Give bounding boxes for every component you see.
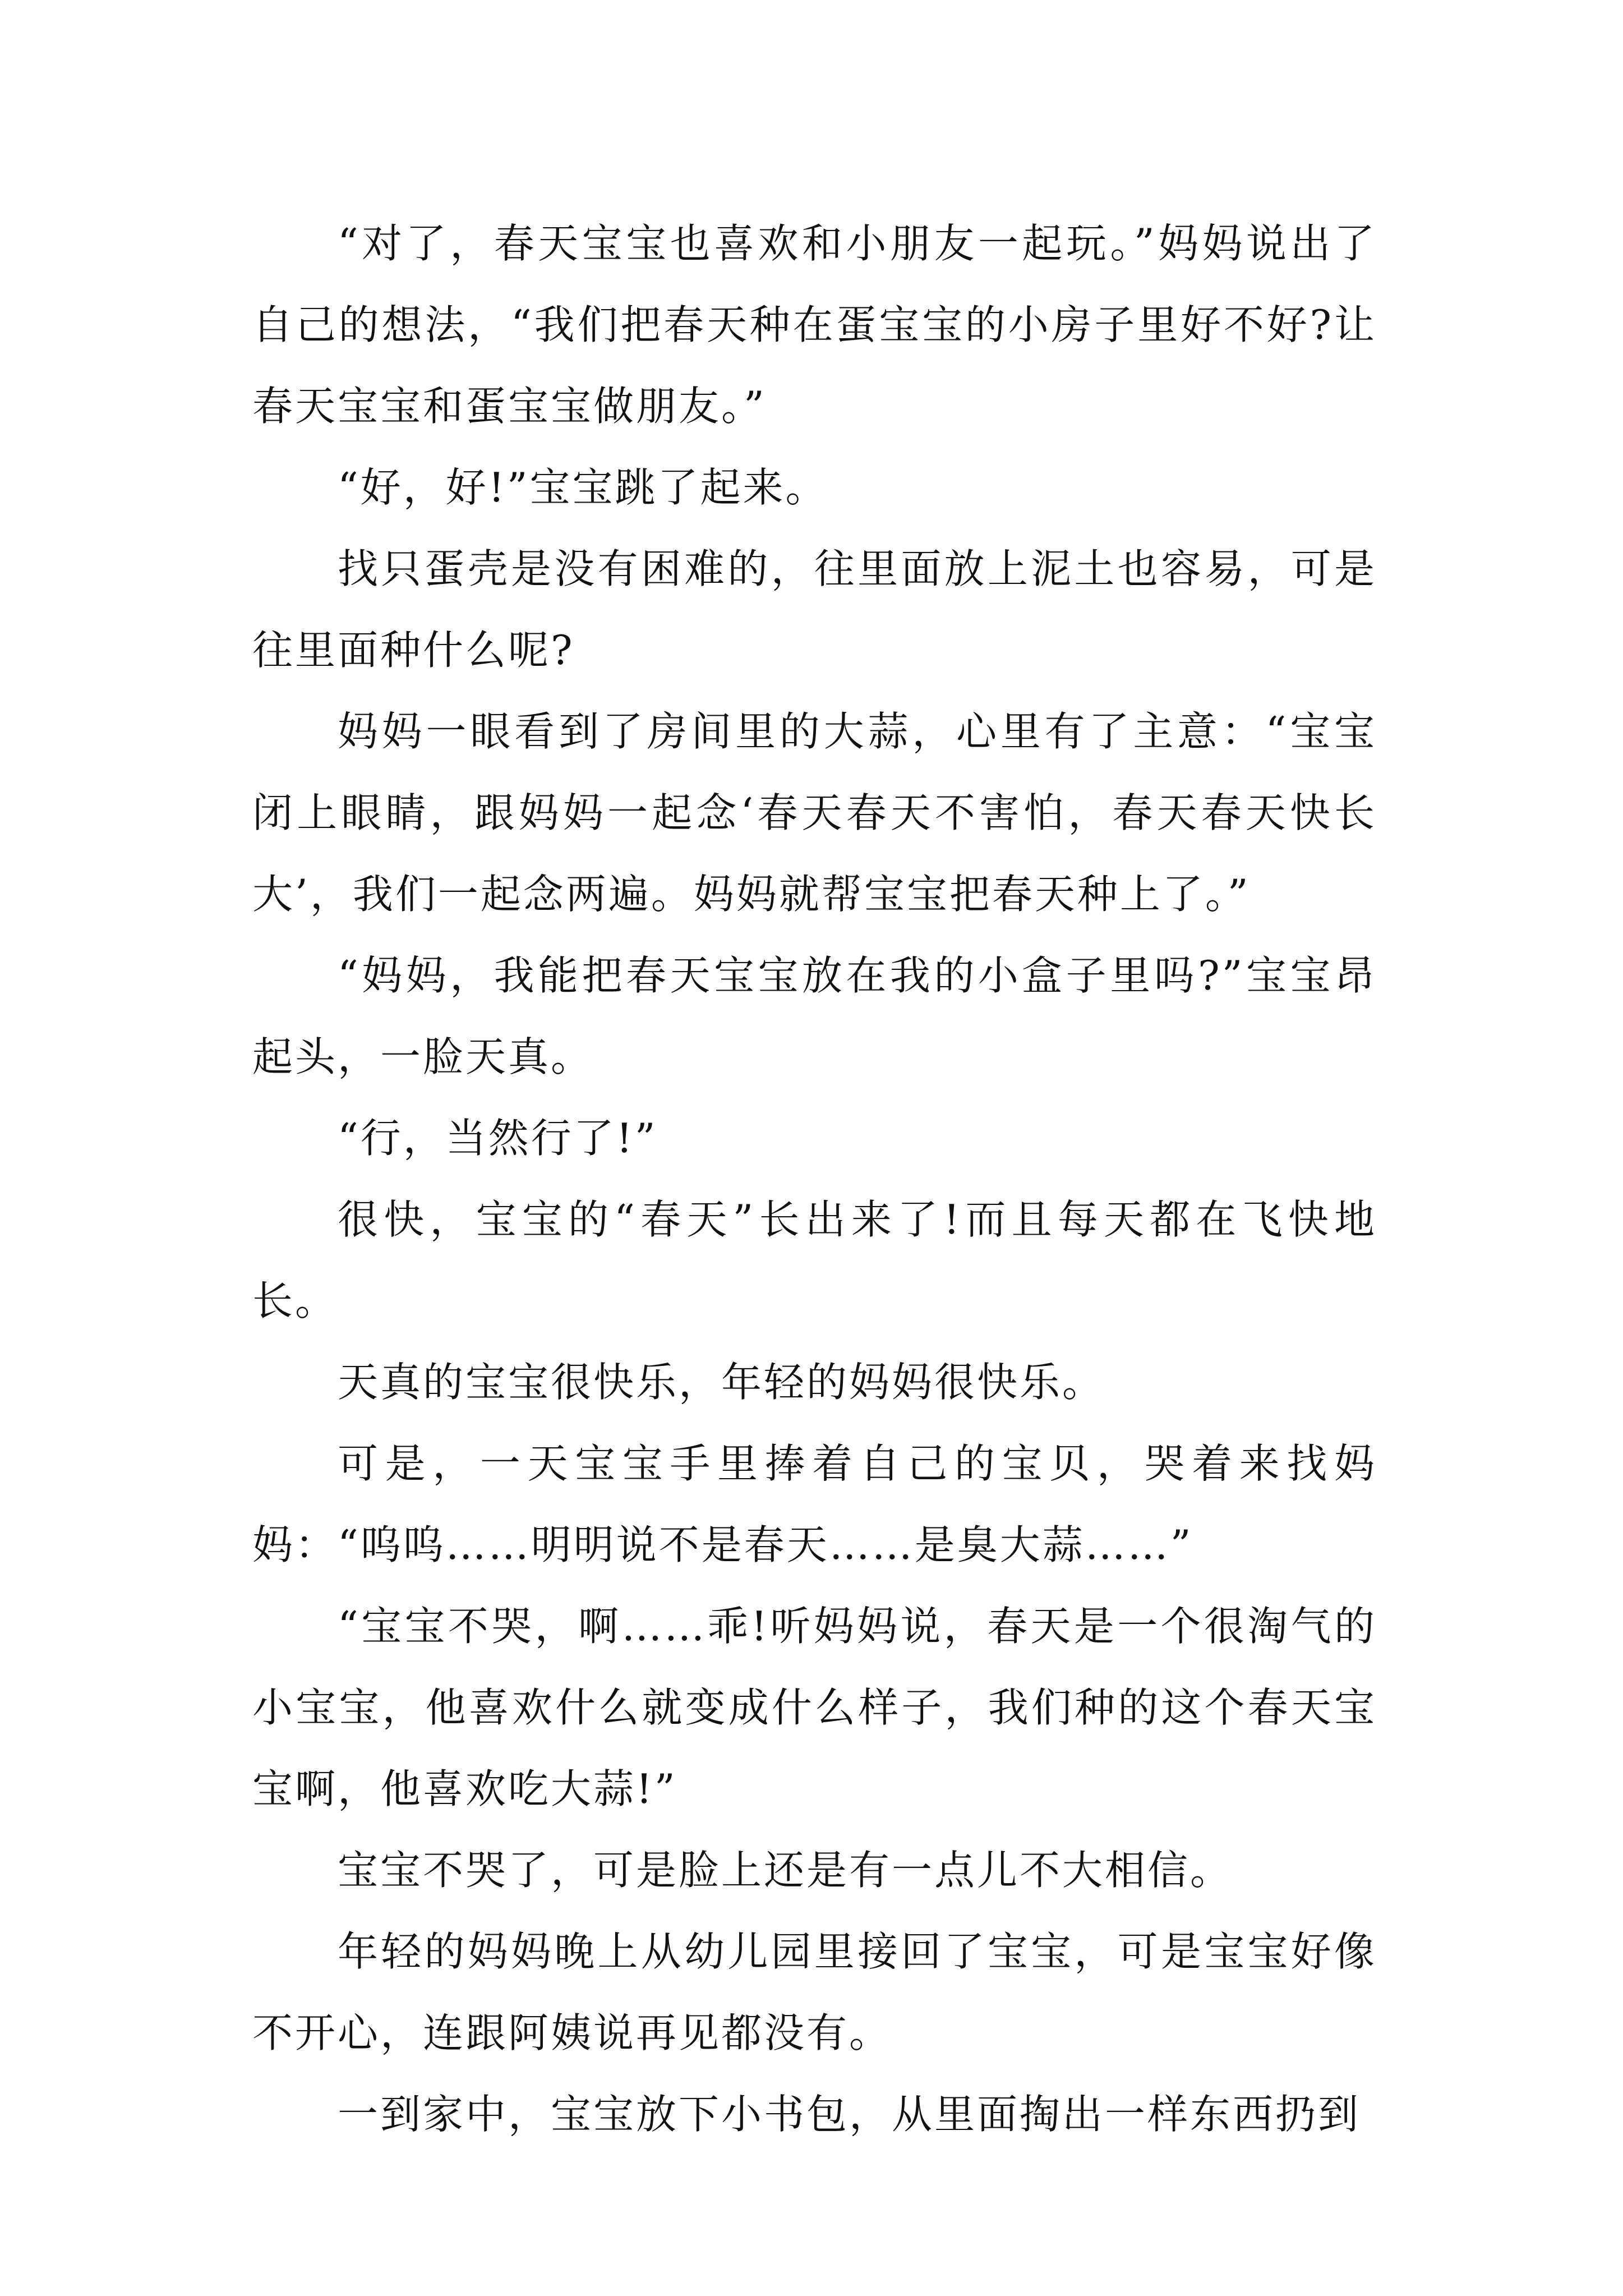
paragraph: “宝宝不哭，啊……乖!听妈妈说，春天是一个很淘气的小宝宝，他喜欢什么就变成什么样子，我们种的这个春天宝宝啊，他喜欢吃大蒜!” — [252, 1603, 1377, 1812]
paragraph: 一到家中，宝宝放下小书包，从里面掏出一样东西扔到 — [338, 2091, 1361, 2138]
paragraph: 找只蛋壳是没有困难的，往里面放上泥土也容易，可是往里面种什么呢? — [252, 545, 1377, 674]
paragraph: 很快，宝宝的“春天”长出来了!而且每天都在飞快地长。 — [252, 1196, 1377, 1324]
paragraph: “对了，春天宝宝也喜欢和小朋友一起玩。”妈妈说出了自己的想法，“我们把春天种在蛋宝宝的小房子里好不好?让春天宝宝和蛋宝宝做朋友。” — [252, 220, 1377, 430]
paragraph: 宝宝不哭了，可是脸上还是有一点儿不大相信。 — [338, 1847, 1233, 1894]
paragraph: 天真的宝宝很快乐，年轻的妈妈很快乐。 — [338, 1359, 1105, 1406]
paragraph: “行，当然行了!” — [338, 1115, 658, 1162]
paragraph: “好，好!”宝宝跳了起来。 — [338, 464, 828, 511]
paragraph: 妈妈一眼看到了房间里的大蒜，心里有了主意：“宝宝闭上眼睛，跟妈妈一起念‘春天春天不害怕，春天春天快长大’，我们一起念两遍。妈妈就帮宝宝把春天种上了。” — [252, 708, 1377, 918]
paragraph: “妈妈，我能把春天宝宝放在我的小盒子里吗?”宝宝昂起头，一脸天真。 — [252, 952, 1377, 1080]
body-text — [252, 203, 1377, 2155]
paragraph: 年轻的妈妈晚上从幼儿园里接回了宝宝，可是宝宝好像不开心，连跟阿姨说再见都没有。 — [252, 1928, 1377, 2056]
paragraph: 可是，一天宝宝手里捧着自己的宝贝，哭着来找妈妈：“呜呜……明明说不是春天……是臭大蒜……” — [252, 1440, 1377, 1568]
